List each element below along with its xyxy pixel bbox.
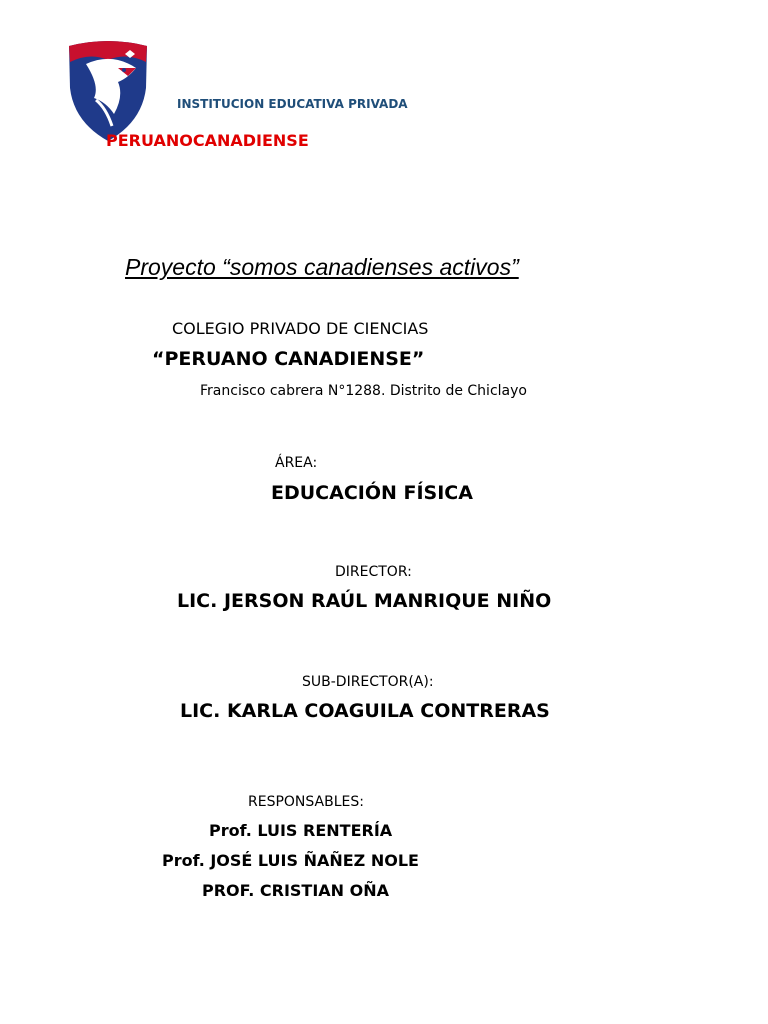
responsable-name: Prof. LUIS RENTERÍA — [209, 821, 393, 840]
colegio-address: Francisco cabrera N°1288. Distrito de Chiclayo — [200, 383, 527, 399]
area-label: ÁREA: — [275, 455, 318, 471]
colegio-name: “PERUANO CANADIENSE” — [152, 348, 425, 370]
responsable-name: Prof. JOSÉ LUIS ÑAÑEZ NOLE — [162, 851, 419, 870]
subdirector-name: LIC. KARLA COAGUILA CONTRERAS — [180, 700, 550, 722]
project-title: Proyecto “somos canadienses activos” — [125, 254, 519, 280]
responsables-label: RESPONSABLES: — [248, 794, 364, 810]
responsable-name: PROF. CRISTIAN OÑA — [202, 881, 389, 900]
school-name: PERUANOCANADIENSE — [106, 131, 309, 150]
director-label: DIRECTOR: — [335, 564, 412, 580]
eagle-shield-logo — [66, 38, 150, 142]
subdirector-label: SUB-DIRECTOR(A): — [302, 674, 434, 690]
area-value: EDUCACIÓN FÍSICA — [271, 482, 473, 504]
institution-type: INSTITUCION EDUCATIVA PRIVADA — [177, 97, 408, 111]
director-name: LIC. JERSON RAÚL MANRIQUE NIÑO — [177, 590, 552, 612]
colegio-type: COLEGIO PRIVADO DE CIENCIAS — [172, 319, 429, 338]
